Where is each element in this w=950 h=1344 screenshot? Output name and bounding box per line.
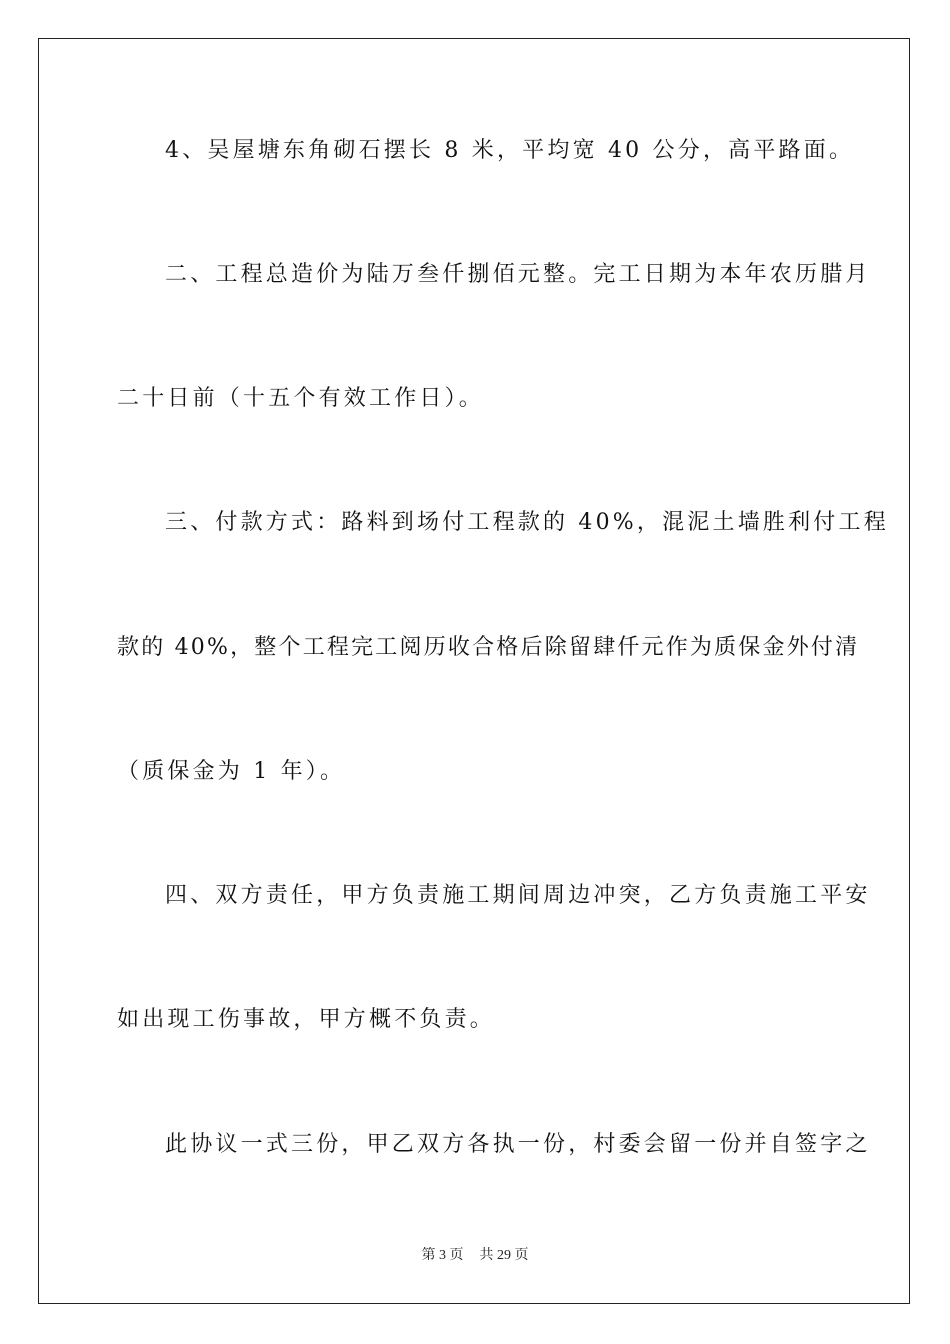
paragraph-line-3: 二十日前（十五个有效工作日）。: [117, 386, 485, 411]
page-number: 第 3 页: [421, 1248, 464, 1263]
page-total: 共 29 页: [479, 1248, 529, 1263]
paragraph-line-9: 此协议一式三份，甲乙双方各执一份，村委会留一份并自签字之: [165, 1132, 871, 1157]
page-border: [38, 38, 910, 1304]
paragraph-line-2: 二、工程总造价为陆万叁仟捌佰元整。完工日期为本年农历腊月: [165, 262, 871, 287]
paragraph-line-7: 四、双方责任，甲方负责施工期间周边冲突，乙方负责施工平安: [165, 883, 871, 908]
paragraph-line-8: 如出现工伤事故，甲方概不负责。: [117, 1007, 496, 1032]
paragraph-line-6: （质保金为 1 年）。: [117, 759, 346, 784]
paragraph-line-1: 4、吴屋塘东角砌石摆长 8 米，平均宽 40 公分，高平路面。: [165, 138, 855, 163]
paragraph-line-4: 三、付款方式：路料到场付工程款的 40%，混泥土墙胜利付工程: [165, 510, 889, 535]
page-footer: [0, 1244, 950, 1264]
paragraph-line-5: 款的 40%，整个工程完工阅历收合格后除留肆仟元作为质保金外付清: [117, 635, 860, 660]
